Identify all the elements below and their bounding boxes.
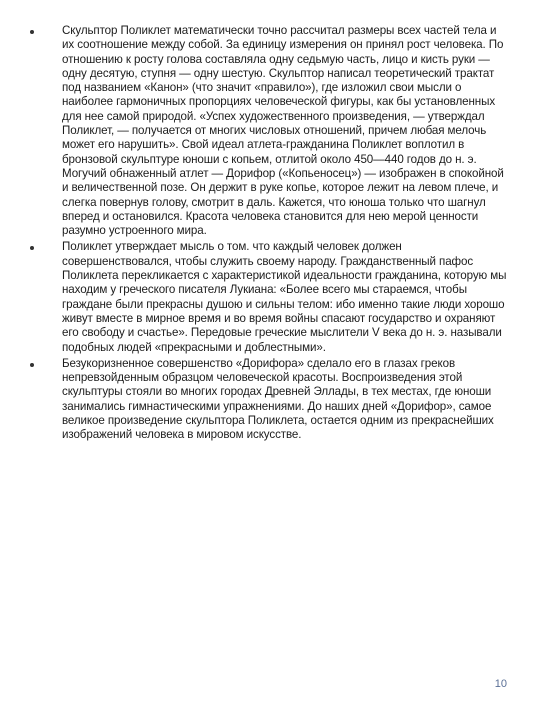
bullet-item [30, 240, 510, 354]
bullet-list [30, 24, 510, 445]
bullet-text: Поликлет утверждает мысль о том. что каждый человек должен совершенствовался, чтобы служить своему народу. Гражданственный пафос Поликлета перекликается с характеристикой идеальности гражданина, которую мы находим у греческого писателя Лукиана: «Более всего мы стараемся, чтобы граждане были прекрасны душою и сильны телом: ибо именно такие люди хорошо живут вместе в мирное время и во время войны спасают государство и охраняют его свободу и счастье». Передовые греческие мыслители V века до н. э. называли подобных людей «прекрасными и доблестными». [62, 240, 507, 354]
bullet-item [30, 357, 510, 443]
bullet-text: Скульптор Поликлет математически точно рассчитал размеры всех частей тела и их соотношение между собой. За единицу измерения он принял рост человека. По отношению к росту голова составляла одну седьмую часть, лицо и кисть руки — одну десятую, ступня — одну шестую. Скульптор написал теоретический трактат под названием «Канон» (что значит «правило»), где изложил свои мысли о наиболее гармоничных пропорциях человеческой фигуры, как бы установленных для нее самой природой. «Успех художественного произведения, — утверждал Поликлет, — получается от многих числовых отношений, причем любая мелочь может его нарушить». Свой идеал атлета-гражданина Поликлет воплотил в бронзовой скульптуре юноши с копьем, отлитой около 450—440 годов до н. э. Могучий обнаженный атлет — Дорифор («Копьеносец») — изображен в спокойной и величественной позе. Он держит в руке копье, которое лежит на левом плече, и слегка повернув голову, смотрит в даль. Кажется, что юноша только что шагнул вперед и остановился. Красота человека становится для нею мерой ценности разумно устроенного мира. [62, 24, 504, 238]
bullet-dot-icon [30, 30, 34, 34]
bullet-dot-icon [30, 363, 34, 367]
bullet-text: Безукоризненное совершенство «Дорифора» сделало его в глазах греков непревзойденным образцом человеческой красоты. Воспроизведения этой скульптуры стояли во многих городах Древней Эллады, в тех местах, где юноши занимались гимнастическими упражнениями. До наших дней «Дорифор», самое великое произведение скульптора Поликлета, остается одним из прекраснейших изображений человека в мировом искусстве. [62, 356, 494, 442]
bullet-dot-icon [30, 246, 34, 250]
bullet-item [30, 24, 510, 238]
page-number: 10 [494, 678, 507, 690]
